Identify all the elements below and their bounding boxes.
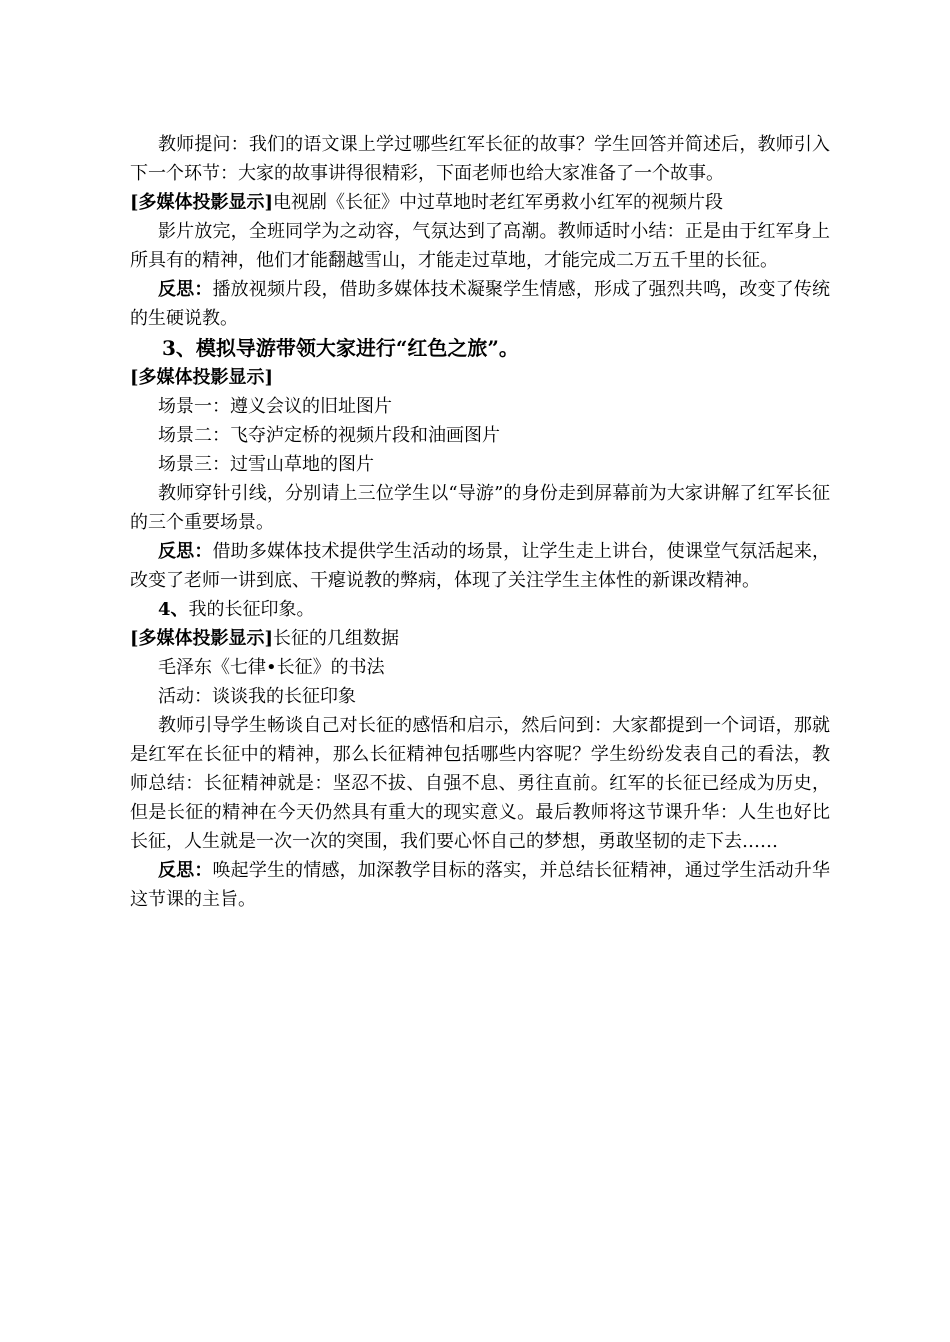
paragraph-multimedia-data xyxy=(130,624,830,653)
paragraph-activity: 活动：谈谈我的长征印象 xyxy=(158,686,356,707)
paragraph-film-summary: 影片放完，全班同学为之动容，气氛达到了高潮。教师适时小结：正是由于红军身上所具有的精神，他们才能翻越雪山，才能走过草地，才能完成二万五千里的长征。 xyxy=(130,221,830,271)
paragraph-tour-guide: 教师穿针引线，分别请上三位学生以“导游”的身份走到屏幕前为大家讲解了红军长征的三个重要场景。 xyxy=(130,483,830,533)
reflection-label-2: 反思： xyxy=(158,541,213,562)
paragraph-reflection-3 xyxy=(130,856,830,914)
section-heading-4 xyxy=(130,595,830,624)
reflection-label: 反思： xyxy=(158,279,213,300)
paragraph-reflection-2 xyxy=(130,537,830,595)
reflection-label-3: 反思： xyxy=(158,860,213,881)
multimedia-label-3: [多媒体投影显示] xyxy=(130,628,274,649)
paragraph-reflection-1 xyxy=(130,275,830,333)
paragraph-multimedia-video xyxy=(130,188,830,217)
reflection-text-2: 借助多媒体技术提供学生活动的场景，让学生走上讲台，使课堂气氛活起来，改变了老师一讲到底、干瘪说教的弊病，体现了关注学生主体性的新课改精神。 xyxy=(130,541,830,591)
multimedia-text: 电视剧《长征》中过草地时老红军勇救小红军的视频片段 xyxy=(273,192,724,213)
paragraph-teacher-guide: 教师引导学生畅谈自己对长征的感悟和启示，然后问到：大家都提到一个词语，那就是红军在长征中的精神，那么长征精神包括哪些内容呢？学生纷纷发表自己的看法，教师总结：长征精神就是：坚忍不拔、自强不息、勇往直前。红军的长征已经成为历史，但是长征的精神在今天仍然具有重大的现实意义。最后教师将这节课升华：人生也好比长征，人生就是一次一次的突围，我们要心怀自己的梦想，勇敢坚韧的走下去…… xyxy=(130,715,830,852)
scene-3: 场景三：过雪山草地的图片 xyxy=(158,454,374,475)
scene-1: 场景一：遵义会议的旧址图片 xyxy=(158,396,392,417)
paragraph-calligraphy: 毛泽东《七律•长征》的书法 xyxy=(158,657,385,678)
reflection-text-3: 唤起学生的情感，加深教学目标的落实，并总结长征精神，通过学生活动升华这节课的主旨。 xyxy=(130,860,830,910)
multimedia-label-2: [多媒体投影显示] xyxy=(130,367,274,388)
multimedia-label: [多媒体投影显示] xyxy=(130,192,274,213)
paragraph-teacher-question: 教师提问：我们的语文课上学过哪些红军长征的故事？学生回答并简述后，教师引入下一个环节：大家的故事讲得很精彩，下面老师也给大家准备了一个故事。 xyxy=(130,134,830,184)
multimedia-text-3: 长征的几组数据 xyxy=(273,628,400,649)
section-heading-3: 3、模拟导游带领大家进行“红色之旅”。 xyxy=(162,336,519,360)
document-body xyxy=(130,130,830,914)
reflection-text: 播放视频片段，借助多媒体技术凝聚学生情感，形成了强烈共鸣，改变了传统的生硬说教。 xyxy=(130,279,830,329)
section-number-4: 4、 xyxy=(158,599,189,620)
scene-2: 场景二：飞夺泸定桥的视频片段和油画图片 xyxy=(158,425,500,446)
section-title-4: 我的长征印象。 xyxy=(188,599,315,620)
